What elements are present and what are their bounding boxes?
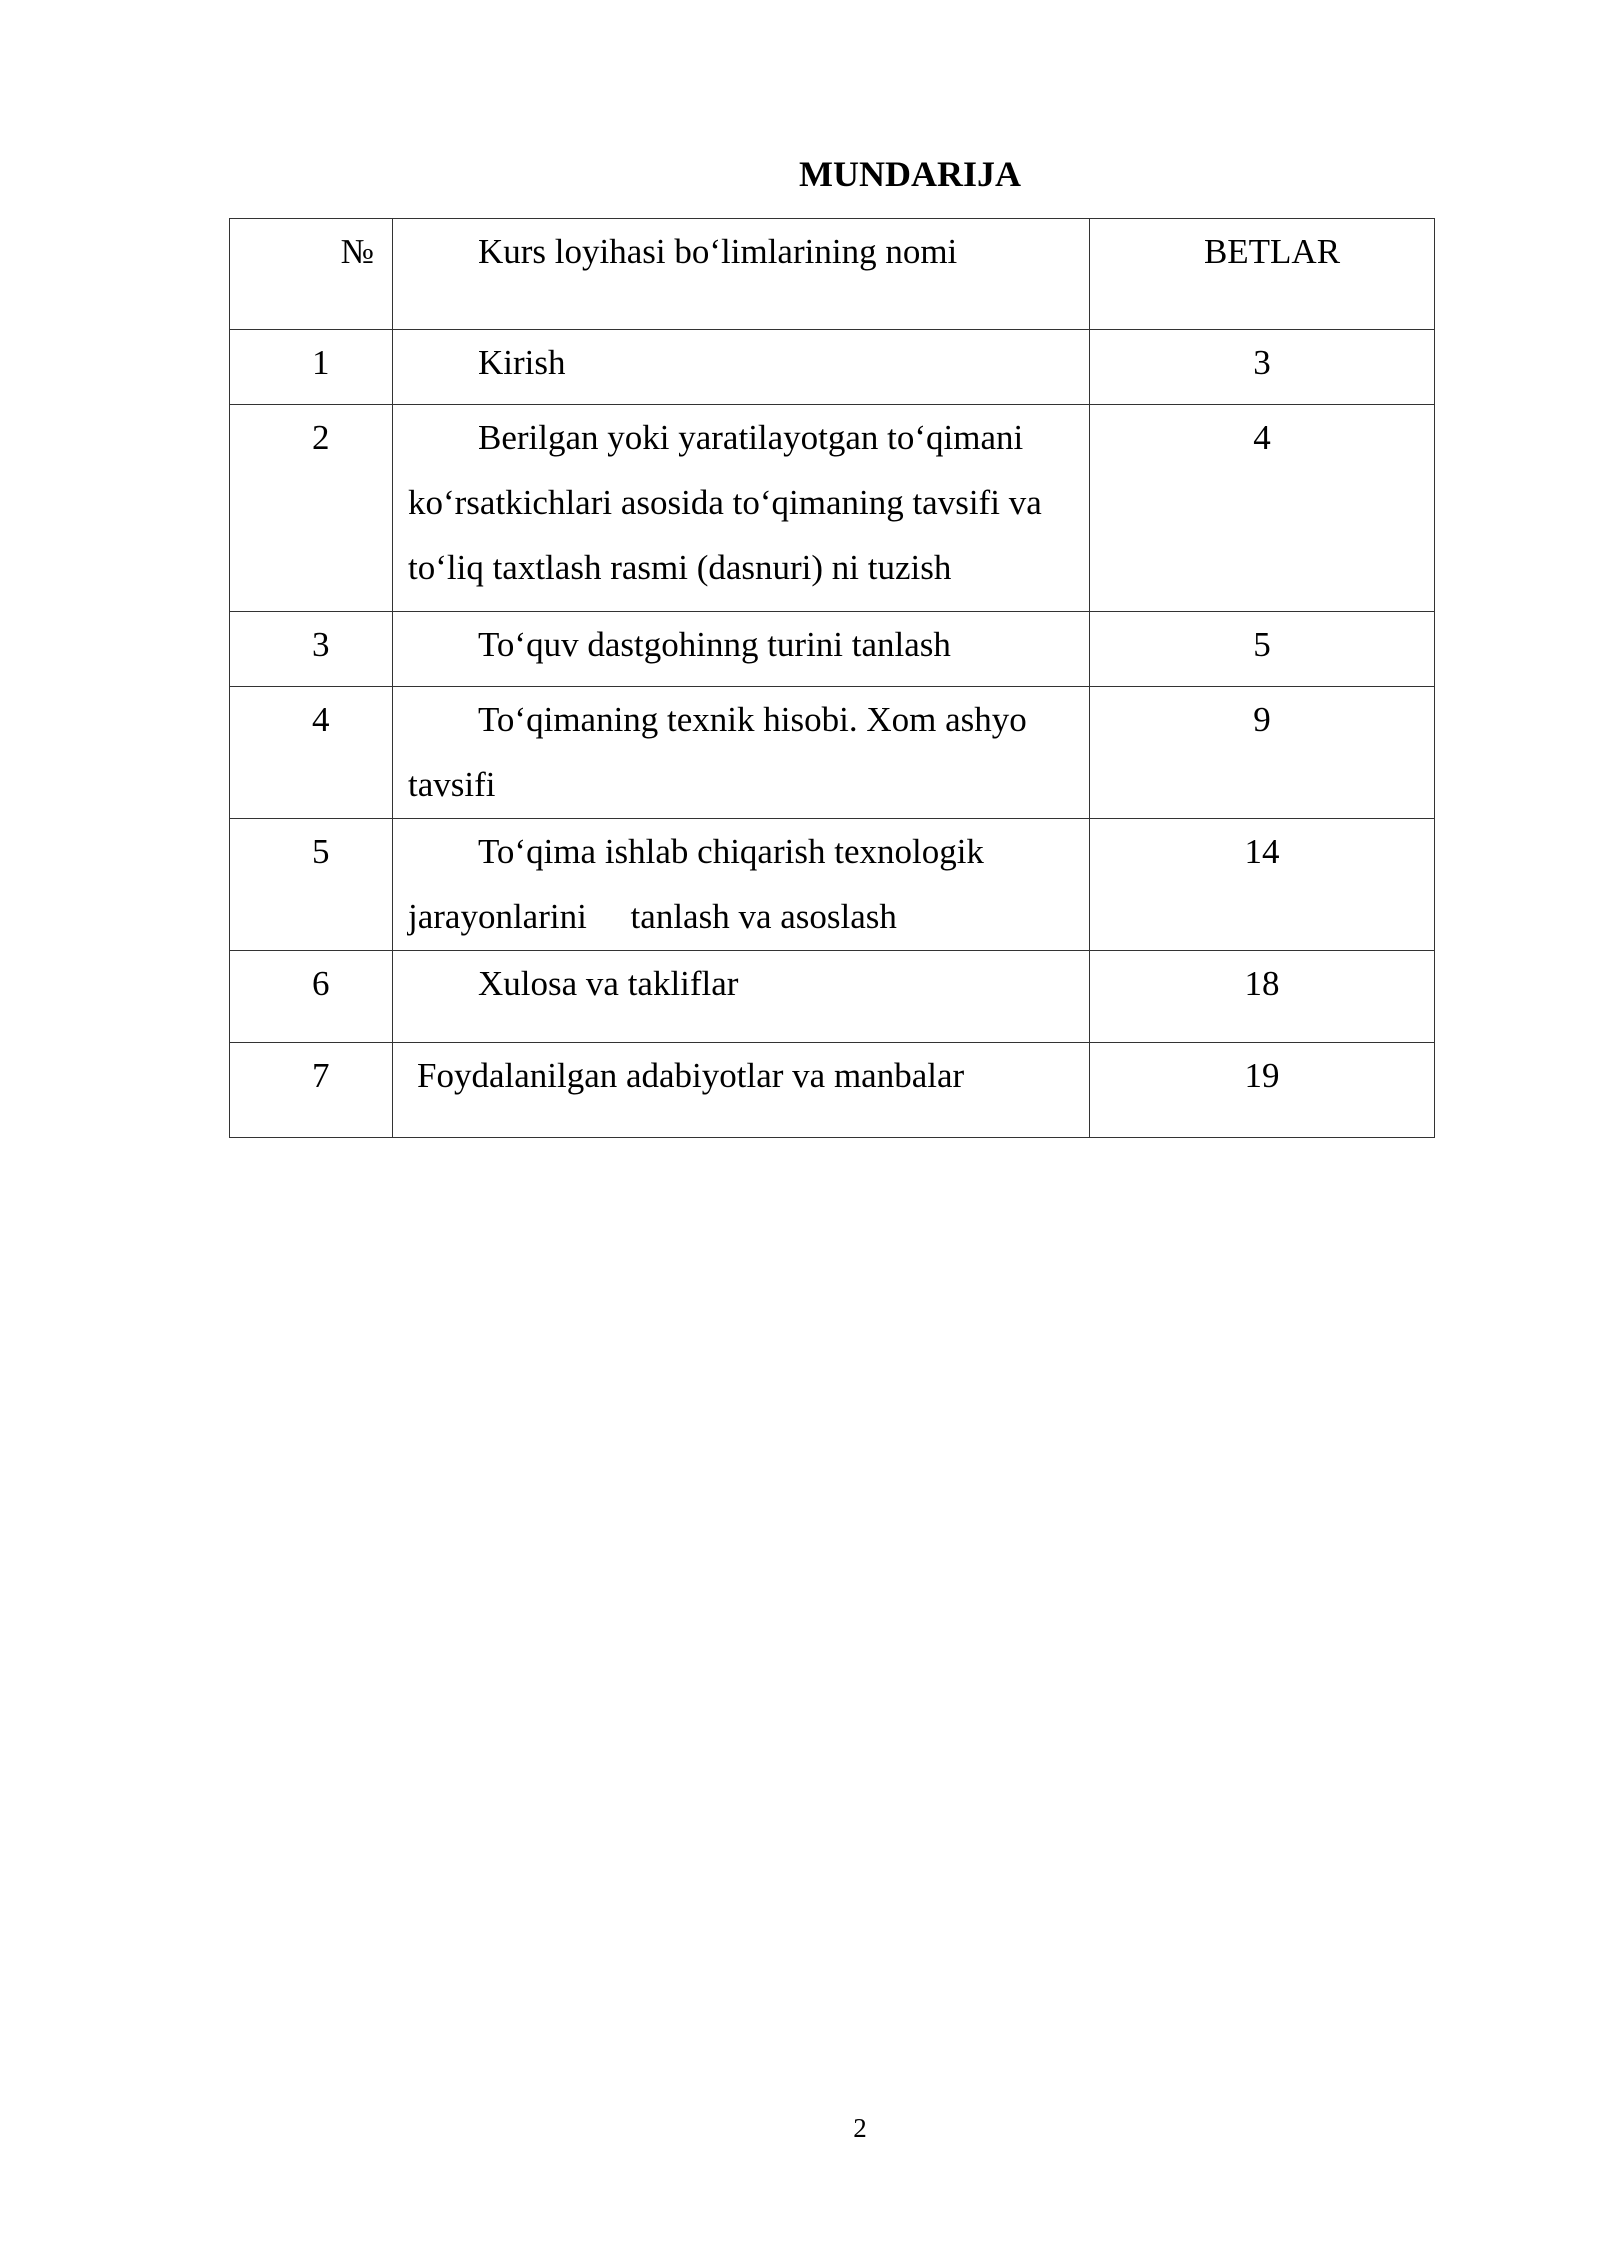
row-title-cell <box>393 687 1090 819</box>
header-number-cell <box>230 219 393 330</box>
row-title-cell <box>393 612 1090 687</box>
row-number: 3 <box>230 612 393 687</box>
row-title-cell <box>393 1043 1090 1138</box>
row-number: 2 <box>230 405 393 612</box>
row-page: 9 <box>1090 687 1435 819</box>
table-header-row <box>230 219 1435 330</box>
table-of-contents <box>229 218 1435 1138</box>
row-title: Xulosa va takliflar <box>478 964 739 1003</box>
header-pages-label: BETLAR <box>1203 232 1341 271</box>
table-row <box>230 612 1435 687</box>
table-row <box>230 687 1435 819</box>
row-title-cell <box>393 819 1090 951</box>
header-number-label: № <box>340 232 374 271</box>
header-pages-cell <box>1090 219 1435 330</box>
row-title-cell <box>393 330 1090 405</box>
table-row <box>230 1043 1435 1138</box>
row-page: 3 <box>1090 330 1435 405</box>
table-row <box>230 951 1435 1043</box>
header-title-label: Kurs loyihasi bo‘limlarining nomi <box>478 232 958 271</box>
row-number: 4 <box>230 687 393 819</box>
row-number: 7 <box>230 1043 393 1138</box>
header-title-cell <box>393 219 1090 330</box>
row-page: 4 <box>1090 405 1435 612</box>
row-page: 14 <box>1090 819 1435 951</box>
table-row <box>230 819 1435 951</box>
row-title: To‘quv dastgohinng turini tanlash <box>478 625 951 664</box>
table-row <box>230 330 1435 405</box>
row-title-cell <box>393 951 1090 1043</box>
row-page: 19 <box>1090 1043 1435 1138</box>
row-number: 6 <box>230 951 393 1043</box>
row-title: To‘qimaning texnik hisobi. Xom ashyo tavsifi <box>408 700 1027 804</box>
row-title: Foydalanilgan adabiyotlar va manbalar <box>417 1056 965 1095</box>
table-row <box>230 405 1435 612</box>
row-title: To‘qima ishlab chiqarish texnologik jarayonlarini tanlash va asoslash <box>408 832 993 936</box>
row-number: 5 <box>230 819 393 951</box>
row-page: 5 <box>1090 612 1435 687</box>
row-title: Kirish <box>478 343 566 382</box>
row-page: 18 <box>1090 951 1435 1043</box>
row-title-cell <box>393 405 1090 612</box>
row-number: 1 <box>230 330 393 405</box>
row-title: Berilgan yoki yaratilayotgan to‘qimani ko‘rsatkichlari asosida to‘qimaning tavsifi va to‘liq taxtlash rasmi (dasnuri) ni tuzish <box>408 418 1042 587</box>
page-title: MUNDARIJA <box>799 154 1021 194</box>
page-number: 2 <box>853 2113 867 2143</box>
